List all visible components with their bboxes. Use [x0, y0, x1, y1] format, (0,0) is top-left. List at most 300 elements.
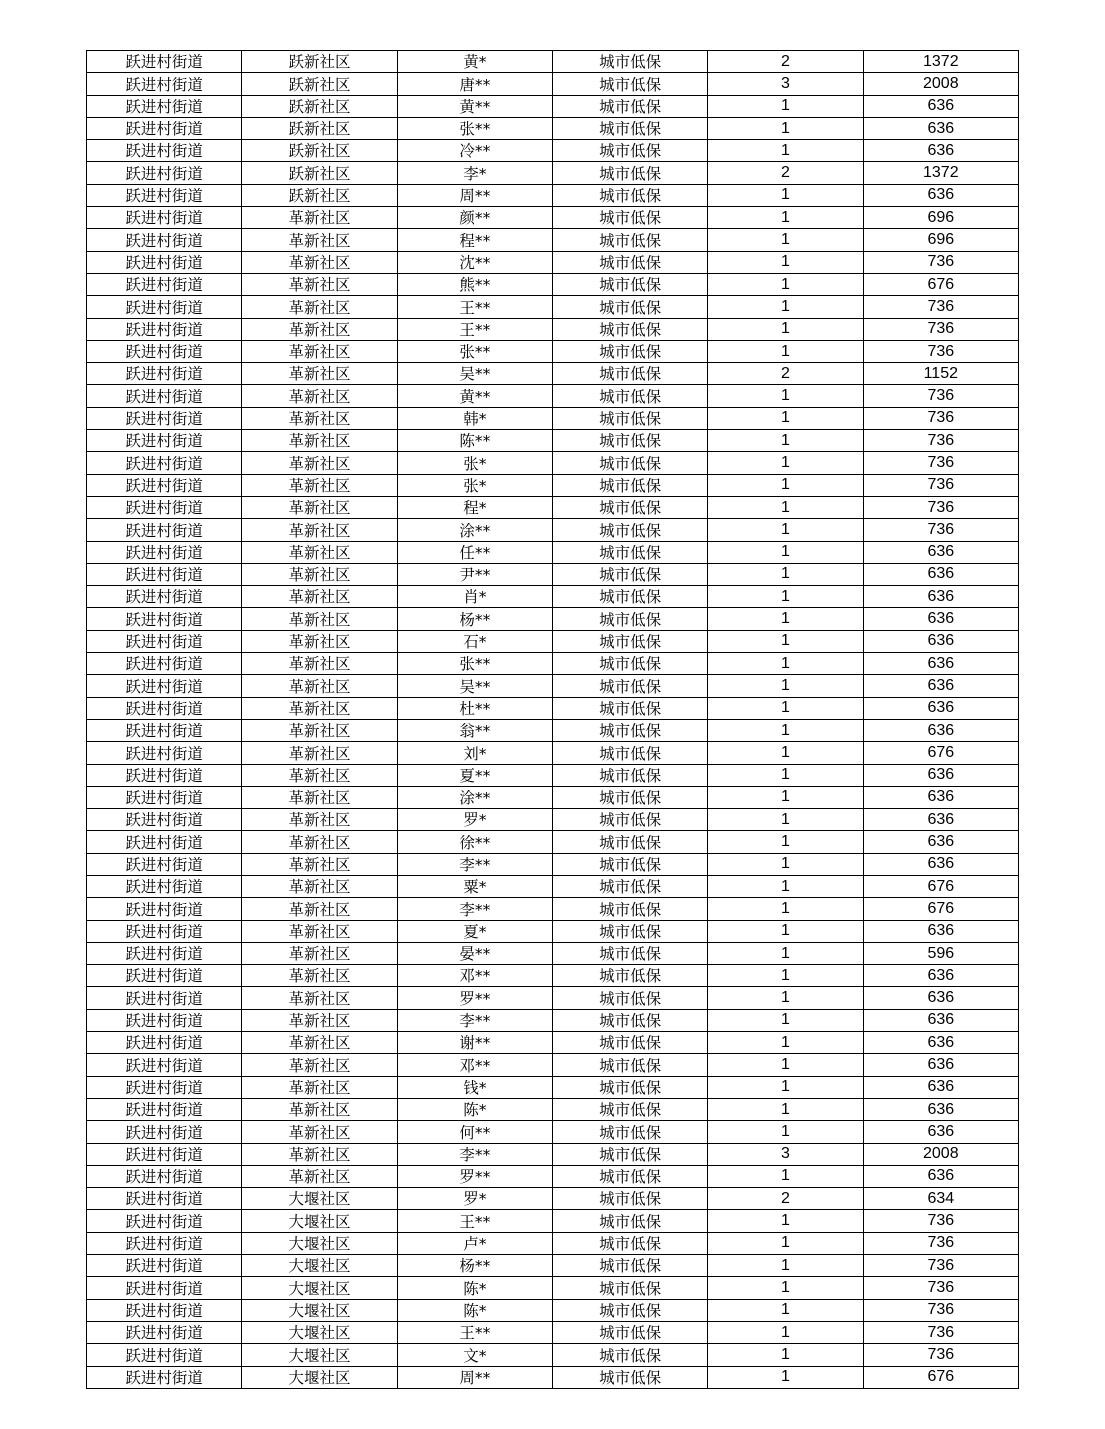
street-cell: 跃进村街道 [87, 853, 242, 875]
amount-cell: 596 [863, 942, 1018, 964]
assistance-type-cell: 城市低保 [552, 1076, 707, 1098]
amount-cell: 736 [863, 1232, 1018, 1254]
household-size-cell: 1 [708, 1210, 863, 1232]
street-cell: 跃进村街道 [87, 340, 242, 362]
name-cell: 夏* [397, 920, 552, 942]
community-cell: 革新社区 [242, 875, 397, 897]
street-cell: 跃进村街道 [87, 1366, 242, 1388]
table-row [87, 809, 1019, 831]
street-cell: 跃进村街道 [87, 117, 242, 139]
amount-cell: 736 [863, 251, 1018, 273]
assistance-type-cell: 城市低保 [552, 920, 707, 942]
amount-cell: 736 [863, 385, 1018, 407]
household-size-cell: 1 [708, 273, 863, 295]
amount-cell: 1372 [863, 162, 1018, 184]
household-size-cell: 1 [708, 1232, 863, 1254]
name-cell: 罗** [397, 1165, 552, 1187]
name-cell: 罗** [397, 987, 552, 1009]
table-row [87, 697, 1019, 719]
name-cell: 翁** [397, 719, 552, 741]
assistance-type-cell: 城市低保 [552, 162, 707, 184]
table-row [87, 1076, 1019, 1098]
assistance-type-cell: 城市低保 [552, 1121, 707, 1143]
assistance-type-cell: 城市低保 [552, 719, 707, 741]
name-cell: 任** [397, 541, 552, 563]
name-cell: 沈** [397, 251, 552, 273]
amount-cell: 636 [863, 586, 1018, 608]
amount-cell: 736 [863, 519, 1018, 541]
community-cell: 革新社区 [242, 251, 397, 273]
name-cell: 李** [397, 898, 552, 920]
community-cell: 革新社区 [242, 987, 397, 1009]
table-row [87, 363, 1019, 385]
community-cell: 革新社区 [242, 965, 397, 987]
name-cell: 卢* [397, 1232, 552, 1254]
street-cell: 跃进村街道 [87, 140, 242, 162]
community-cell: 革新社区 [242, 898, 397, 920]
street-cell: 跃进村街道 [87, 563, 242, 585]
amount-cell: 636 [863, 920, 1018, 942]
name-cell: 粟* [397, 875, 552, 897]
community-cell: 革新社区 [242, 719, 397, 741]
table-row [87, 385, 1019, 407]
table-row [87, 719, 1019, 741]
household-size-cell: 1 [708, 831, 863, 853]
amount-cell: 636 [863, 184, 1018, 206]
community-cell: 革新社区 [242, 363, 397, 385]
amount-cell: 676 [863, 875, 1018, 897]
community-cell: 革新社区 [242, 1032, 397, 1054]
table-row [87, 942, 1019, 964]
community-cell: 革新社区 [242, 1143, 397, 1165]
amount-cell: 636 [863, 987, 1018, 1009]
assistance-type-cell: 城市低保 [552, 474, 707, 496]
name-cell: 黄* [397, 51, 552, 73]
table-row [87, 73, 1019, 95]
table-row [87, 474, 1019, 496]
community-cell: 大堰社区 [242, 1366, 397, 1388]
household-size-cell: 1 [708, 385, 863, 407]
community-cell: 革新社区 [242, 296, 397, 318]
amount-cell: 636 [863, 95, 1018, 117]
assistance-type-cell: 城市低保 [552, 1321, 707, 1343]
community-cell: 革新社区 [242, 519, 397, 541]
table-row [87, 51, 1019, 73]
street-cell: 跃进村街道 [87, 296, 242, 318]
assistance-type-cell: 城市低保 [552, 1232, 707, 1254]
assistance-type-cell: 城市低保 [552, 586, 707, 608]
household-size-cell: 1 [708, 430, 863, 452]
street-cell: 跃进村街道 [87, 251, 242, 273]
name-cell: 邓** [397, 965, 552, 987]
name-cell: 邓** [397, 1054, 552, 1076]
table-row [87, 563, 1019, 585]
name-cell: 肖* [397, 586, 552, 608]
name-cell: 徐** [397, 831, 552, 853]
household-size-cell: 3 [708, 73, 863, 95]
table-row [87, 273, 1019, 295]
street-cell: 跃进村街道 [87, 430, 242, 452]
street-cell: 跃进村街道 [87, 675, 242, 697]
household-size-cell: 2 [708, 51, 863, 73]
amount-cell: 736 [863, 1344, 1018, 1366]
amount-cell: 636 [863, 697, 1018, 719]
street-cell: 跃进村街道 [87, 965, 242, 987]
street-cell: 跃进村街道 [87, 586, 242, 608]
table-row [87, 608, 1019, 630]
amount-cell: 636 [863, 853, 1018, 875]
street-cell: 跃进村街道 [87, 1299, 242, 1321]
street-cell: 跃进村街道 [87, 920, 242, 942]
community-cell: 革新社区 [242, 586, 397, 608]
street-cell: 跃进村街道 [87, 318, 242, 340]
table-row [87, 407, 1019, 429]
household-size-cell: 1 [708, 1076, 863, 1098]
name-cell: 罗* [397, 809, 552, 831]
name-cell: 冷** [397, 140, 552, 162]
amount-cell: 636 [863, 965, 1018, 987]
household-size-cell: 2 [708, 1188, 863, 1210]
assistance-type-cell: 城市低保 [552, 1098, 707, 1120]
household-size-cell: 1 [708, 95, 863, 117]
street-cell: 跃进村街道 [87, 229, 242, 251]
household-size-cell: 2 [708, 363, 863, 385]
assistance-type-cell: 城市低保 [552, 875, 707, 897]
street-cell: 跃进村街道 [87, 742, 242, 764]
assistance-type-cell: 城市低保 [552, 1366, 707, 1388]
name-cell: 周** [397, 184, 552, 206]
amount-cell: 736 [863, 452, 1018, 474]
assistance-type-cell: 城市低保 [552, 207, 707, 229]
community-cell: 跃新社区 [242, 73, 397, 95]
name-cell: 谢** [397, 1032, 552, 1054]
community-cell: 跃新社区 [242, 140, 397, 162]
name-cell: 程** [397, 229, 552, 251]
household-size-cell: 1 [708, 1299, 863, 1321]
table-row [87, 853, 1019, 875]
table-row [87, 1321, 1019, 1343]
amount-cell: 636 [863, 1165, 1018, 1187]
household-size-cell: 1 [708, 1098, 863, 1120]
assistance-type-cell: 城市低保 [552, 452, 707, 474]
household-size-cell: 1 [708, 965, 863, 987]
household-size-cell: 1 [708, 474, 863, 496]
community-cell: 革新社区 [242, 1121, 397, 1143]
assistance-type-cell: 城市低保 [552, 653, 707, 675]
amount-cell: 636 [863, 608, 1018, 630]
table-row [87, 653, 1019, 675]
street-cell: 跃进村街道 [87, 1098, 242, 1120]
household-size-cell: 2 [708, 162, 863, 184]
amount-cell: 636 [863, 675, 1018, 697]
street-cell: 跃进村街道 [87, 496, 242, 518]
assistance-type-cell: 城市低保 [552, 764, 707, 786]
amount-cell: 1152 [863, 363, 1018, 385]
amount-cell: 636 [863, 719, 1018, 741]
assistance-type-cell: 城市低保 [552, 519, 707, 541]
household-size-cell: 1 [708, 1321, 863, 1343]
name-cell: 唐** [397, 73, 552, 95]
assistance-type-cell: 城市低保 [552, 117, 707, 139]
community-cell: 革新社区 [242, 1165, 397, 1187]
street-cell: 跃进村街道 [87, 1143, 242, 1165]
household-size-cell: 1 [708, 719, 863, 741]
table-row [87, 1032, 1019, 1054]
name-cell: 李** [397, 1143, 552, 1165]
street-cell: 跃进村街道 [87, 95, 242, 117]
community-cell: 革新社区 [242, 474, 397, 496]
street-cell: 跃进村街道 [87, 184, 242, 206]
name-cell: 石* [397, 630, 552, 652]
street-cell: 跃进村街道 [87, 1054, 242, 1076]
amount-cell: 636 [863, 563, 1018, 585]
table-row [87, 1054, 1019, 1076]
community-cell: 大堰社区 [242, 1210, 397, 1232]
community-cell: 革新社区 [242, 809, 397, 831]
community-cell: 跃新社区 [242, 117, 397, 139]
assistance-type-cell: 城市低保 [552, 1143, 707, 1165]
name-cell: 文* [397, 1344, 552, 1366]
table-row [87, 965, 1019, 987]
table-row [87, 1188, 1019, 1210]
assistance-type-cell: 城市低保 [552, 697, 707, 719]
amount-cell: 636 [863, 786, 1018, 808]
name-cell: 张* [397, 474, 552, 496]
community-cell: 革新社区 [242, 1009, 397, 1031]
household-size-cell: 1 [708, 563, 863, 585]
name-cell: 李** [397, 853, 552, 875]
assistance-type-cell: 城市低保 [552, 563, 707, 585]
assistance-type-cell: 城市低保 [552, 363, 707, 385]
table-row [87, 162, 1019, 184]
name-cell: 陈* [397, 1299, 552, 1321]
assistance-type-cell: 城市低保 [552, 608, 707, 630]
table-row [87, 95, 1019, 117]
household-size-cell: 3 [708, 1143, 863, 1165]
amount-cell: 736 [863, 1255, 1018, 1277]
table-row [87, 140, 1019, 162]
street-cell: 跃进村街道 [87, 786, 242, 808]
community-cell: 大堰社区 [242, 1232, 397, 1254]
community-cell: 革新社区 [242, 563, 397, 585]
amount-cell: 634 [863, 1188, 1018, 1210]
amount-cell: 736 [863, 318, 1018, 340]
table-row [87, 184, 1019, 206]
community-cell: 大堰社区 [242, 1344, 397, 1366]
household-size-cell: 1 [708, 1054, 863, 1076]
street-cell: 跃进村街道 [87, 1009, 242, 1031]
community-cell: 革新社区 [242, 831, 397, 853]
street-cell: 跃进村街道 [87, 51, 242, 73]
table-row [87, 1143, 1019, 1165]
assistance-type-cell: 城市低保 [552, 1344, 707, 1366]
amount-cell: 736 [863, 1321, 1018, 1343]
assistance-type-cell: 城市低保 [552, 1299, 707, 1321]
household-size-cell: 1 [708, 1277, 863, 1299]
name-cell: 张** [397, 653, 552, 675]
amount-cell: 696 [863, 229, 1018, 251]
name-cell: 夏** [397, 764, 552, 786]
assistance-type-cell: 城市低保 [552, 987, 707, 1009]
name-cell: 刘* [397, 742, 552, 764]
household-size-cell: 1 [708, 675, 863, 697]
amount-cell: 636 [863, 653, 1018, 675]
assistance-type-cell: 城市低保 [552, 1054, 707, 1076]
amount-cell: 636 [863, 1098, 1018, 1120]
table-row [87, 630, 1019, 652]
community-cell: 革新社区 [242, 675, 397, 697]
amount-cell: 676 [863, 1366, 1018, 1388]
assistance-type-cell: 城市低保 [552, 630, 707, 652]
assistance-type-cell: 城市低保 [552, 340, 707, 362]
table-row [87, 117, 1019, 139]
street-cell: 跃进村街道 [87, 1232, 242, 1254]
name-cell: 黄** [397, 95, 552, 117]
amount-cell: 736 [863, 430, 1018, 452]
household-size-cell: 1 [708, 1366, 863, 1388]
name-cell: 吴** [397, 363, 552, 385]
community-cell: 革新社区 [242, 1098, 397, 1120]
table-row [87, 318, 1019, 340]
amount-cell: 636 [863, 764, 1018, 786]
assistance-type-cell: 城市低保 [552, 296, 707, 318]
street-cell: 跃进村街道 [87, 1032, 242, 1054]
table-row [87, 1210, 1019, 1232]
name-cell: 张** [397, 340, 552, 362]
street-cell: 跃进村街道 [87, 608, 242, 630]
name-cell: 张** [397, 117, 552, 139]
household-size-cell: 1 [708, 809, 863, 831]
amount-cell: 736 [863, 1277, 1018, 1299]
amount-cell: 636 [863, 1076, 1018, 1098]
table-row [87, 1344, 1019, 1366]
household-size-cell: 1 [708, 987, 863, 1009]
household-size-cell: 1 [708, 1165, 863, 1187]
amount-cell: 2008 [863, 73, 1018, 95]
household-size-cell: 1 [708, 1344, 863, 1366]
household-size-cell: 1 [708, 630, 863, 652]
table-row [87, 898, 1019, 920]
assistance-type-cell: 城市低保 [552, 184, 707, 206]
community-cell: 革新社区 [242, 318, 397, 340]
household-size-cell: 1 [708, 340, 863, 362]
amount-cell: 736 [863, 407, 1018, 429]
amount-cell: 736 [863, 1299, 1018, 1321]
community-cell: 革新社区 [242, 630, 397, 652]
street-cell: 跃进村街道 [87, 1121, 242, 1143]
table-row [87, 1165, 1019, 1187]
table-row [87, 340, 1019, 362]
assistance-type-cell: 城市低保 [552, 675, 707, 697]
community-cell: 革新社区 [242, 742, 397, 764]
household-size-cell: 1 [708, 117, 863, 139]
amount-cell: 676 [863, 742, 1018, 764]
name-cell: 涂** [397, 519, 552, 541]
street-cell: 跃进村街道 [87, 942, 242, 964]
household-size-cell: 1 [708, 1009, 863, 1031]
community-cell: 革新社区 [242, 273, 397, 295]
amount-cell: 736 [863, 1210, 1018, 1232]
table-row [87, 920, 1019, 942]
household-size-cell: 1 [708, 318, 863, 340]
street-cell: 跃进村街道 [87, 1076, 242, 1098]
community-cell: 革新社区 [242, 452, 397, 474]
name-cell: 李* [397, 162, 552, 184]
name-cell: 周** [397, 1366, 552, 1388]
community-cell: 革新社区 [242, 496, 397, 518]
street-cell: 跃进村街道 [87, 73, 242, 95]
household-size-cell: 1 [708, 140, 863, 162]
name-cell: 何** [397, 1121, 552, 1143]
table-row [87, 742, 1019, 764]
street-cell: 跃进村街道 [87, 719, 242, 741]
street-cell: 跃进村街道 [87, 697, 242, 719]
street-cell: 跃进村街道 [87, 273, 242, 295]
table-row [87, 452, 1019, 474]
table-row [87, 1299, 1019, 1321]
community-cell: 革新社区 [242, 541, 397, 563]
name-cell: 晏** [397, 942, 552, 964]
household-size-cell: 1 [708, 229, 863, 251]
community-cell: 大堰社区 [242, 1188, 397, 1210]
street-cell: 跃进村街道 [87, 407, 242, 429]
community-cell: 革新社区 [242, 207, 397, 229]
household-size-cell: 1 [708, 653, 863, 675]
community-cell: 大堰社区 [242, 1255, 397, 1277]
amount-cell: 636 [863, 630, 1018, 652]
household-size-cell: 1 [708, 452, 863, 474]
community-cell: 跃新社区 [242, 184, 397, 206]
assistance-type-cell: 城市低保 [552, 1255, 707, 1277]
subsidy-table [86, 50, 1019, 1389]
street-cell: 跃进村街道 [87, 519, 242, 541]
assistance-type-cell: 城市低保 [552, 831, 707, 853]
household-size-cell: 1 [708, 1032, 863, 1054]
assistance-type-cell: 城市低保 [552, 786, 707, 808]
name-cell: 罗* [397, 1188, 552, 1210]
assistance-type-cell: 城市低保 [552, 1032, 707, 1054]
community-cell: 跃新社区 [242, 162, 397, 184]
amount-cell: 636 [863, 140, 1018, 162]
table-row [87, 875, 1019, 897]
household-size-cell: 1 [708, 898, 863, 920]
community-cell: 革新社区 [242, 340, 397, 362]
name-cell: 黄** [397, 385, 552, 407]
household-size-cell: 1 [708, 608, 863, 630]
assistance-type-cell: 城市低保 [552, 942, 707, 964]
assistance-type-cell: 城市低保 [552, 407, 707, 429]
community-cell: 跃新社区 [242, 51, 397, 73]
community-cell: 大堰社区 [242, 1321, 397, 1343]
table-row [87, 1121, 1019, 1143]
table-row [87, 1366, 1019, 1388]
street-cell: 跃进村街道 [87, 162, 242, 184]
assistance-type-cell: 城市低保 [552, 1188, 707, 1210]
street-cell: 跃进村街道 [87, 385, 242, 407]
table-row [87, 675, 1019, 697]
table-row [87, 831, 1019, 853]
community-cell: 革新社区 [242, 764, 397, 786]
street-cell: 跃进村街道 [87, 1210, 242, 1232]
amount-cell: 736 [863, 474, 1018, 496]
amount-cell: 2008 [863, 1143, 1018, 1165]
amount-cell: 636 [863, 1121, 1018, 1143]
name-cell: 王** [397, 1210, 552, 1232]
name-cell: 杨** [397, 608, 552, 630]
household-size-cell: 1 [708, 786, 863, 808]
community-cell: 跃新社区 [242, 95, 397, 117]
name-cell: 陈* [397, 1098, 552, 1120]
